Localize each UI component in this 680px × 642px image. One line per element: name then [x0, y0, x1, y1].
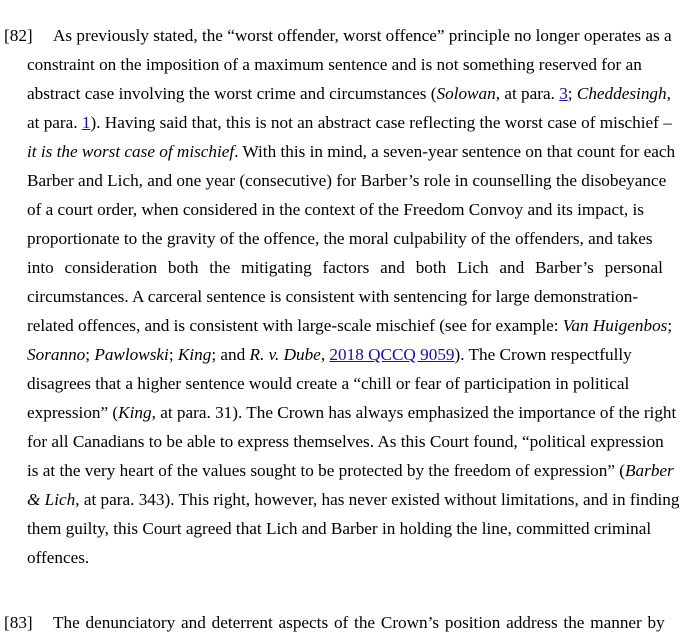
paragraph-line: abstract case involving the worst crime and circumstances (Solowan, at para. 3; Cheddesingh, — [27, 84, 671, 103]
paragraph-line: of a court order, when considered in the context of the Freedom Convoy and its impact, is — [27, 200, 644, 219]
paragraph-line: circumstances. A carceral sentence is consistent with sentencing for large demonstration- — [27, 287, 639, 306]
paragraph-line: offences. — [27, 548, 90, 567]
paragraph-line: Barber and Lich, and one year (consecutive) for Barber’s role in counselling the disobeyance — [27, 171, 667, 190]
paragraph-line: at para. 1). Having said that, this is not an abstract case reflecting the worst case of mischief – — [27, 113, 672, 132]
citation-link[interactable]: 3 — [559, 84, 568, 103]
paragraph-line: proportionate to the gravity of the offence, the moral culpability of the offenders, and takes — [27, 229, 653, 248]
paragraph-line: expression” (King, at para. 31). The Crown has always emphasized the importance of the right — [27, 403, 677, 422]
paragraph-line: As previously stated, the “worst offender, worst offence” principle no longer operates as a — [53, 26, 672, 45]
paragraph-line: & Lich, at para. 343). This right, however, has never existed without limitations, and in finding — [27, 490, 680, 509]
paragraph-line: constraint on the imposition of a maximum sentence and is not something reserved for an — [27, 55, 642, 74]
paragraph-line: Soranno; Pawlowski; King; and R. v. Dube, 2018 QCCQ 9059). The Crown respectfully — [27, 345, 632, 364]
citation-link[interactable]: 1 — [81, 113, 91, 132]
paragraph-line: them guilty, this Court agreed that Lich and Barber in holding the line, committed criminal — [27, 519, 652, 538]
paragraph-line: for all Canadians to be able to express themselves. As this Court found, “political expression — [27, 432, 664, 451]
paragraph-line: is at the very heart of the values sought to be protected by the freedom of expression” (Barber — [27, 461, 674, 480]
paragraph-number: [82] — [4, 26, 33, 45]
citation-link[interactable]: 2018 QCCQ 9059 — [329, 345, 455, 364]
paragraph-line: The denunciatory and deterrent aspects of the Crown’s position address the manner by — [53, 613, 665, 632]
paragraph-line: into consideration both the mitigating factors and both Lich and Barber’s personal — [27, 258, 663, 277]
paragraph-number: [83] — [4, 613, 33, 632]
paragraph-line: it is the worst case of mischief. With this in mind, a seven-year sentence on that count for each — [27, 142, 676, 161]
paragraph-line: disagrees that a higher sentence would create a “chill or fear of participation in political — [27, 374, 630, 393]
paragraph-line: related offences, and is consistent with large-scale mischief (see for example: Van Huigenbos; — [27, 316, 673, 335]
